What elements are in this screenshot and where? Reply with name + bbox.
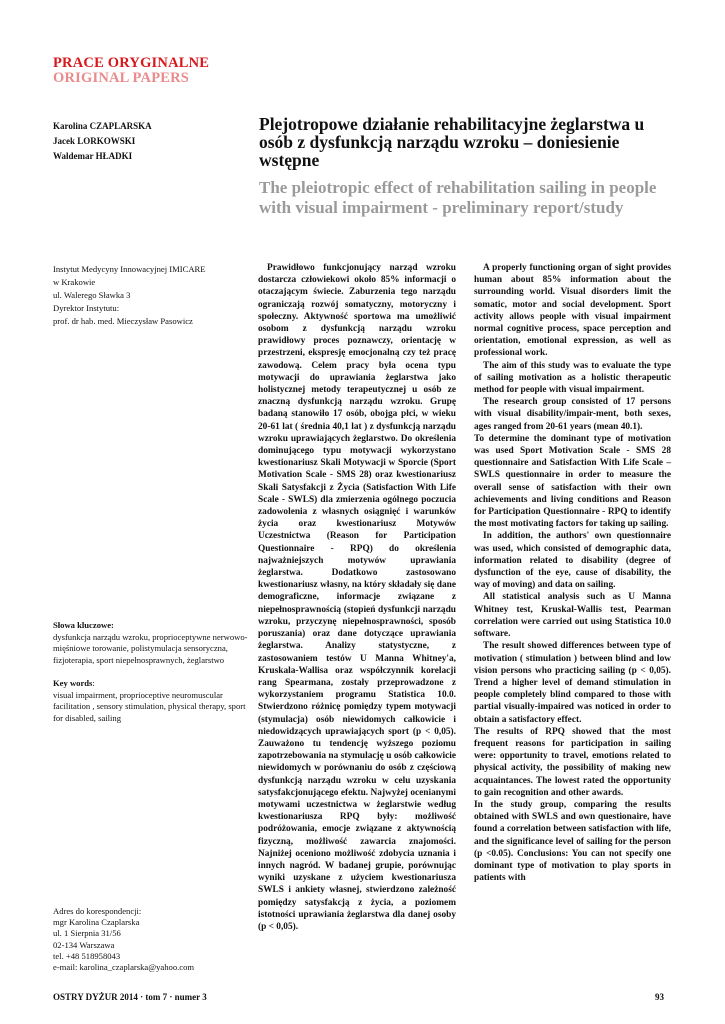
correspondence-address [53,906,248,973]
abstract-pl [258,262,456,933]
abstract-en [474,262,671,884]
keywords-en-colon: : [92,678,95,688]
abstract-en-paragraph: A properly functioning organ of sight provides human about 85% information about the surrounding world. Visual disorders limit the somatic, motor and social development. Sport activity allows people with visual impairment normal cognitive process, space perception and orientation, emotional expression, as well as professional work. [474,263,671,359]
abstract-en-paragraph: The results of RPQ showed that the most frequent reasons for participation in sailing were: opportunity to travel, emotions related to physical activity, the possibility of making new acquaintances. The lowest rated the opportunity to gain recognition and other awards. [474,726,671,798]
section-label-en: ORIGINAL PAPERS [53,70,190,86]
author-name: Jacek LORKOWSKI [53,136,136,146]
abstract-en-paragraph: All statistical analysis such as U Manna Whitney test, Kruskal-Wallis test, Pearman correlation were carried out using Statistica 10.0 software. [474,592,671,640]
abstract-en-paragraph: The research group consisted of 17 persons with visual disability/impair-ment, both sexes, ages ranged from 20-61 years (mean 40.1). [474,397,671,432]
keywords-pl-text: dysfunkcja narządu wzroku, proprioceptywne nerwowo-mięśniowe torowanie, polistymulacja sensoryczna, fizjoterapia, sport niepełnosprawnych, żeglarstwo [53,631,248,665]
affiliation-line: ul. Walerego Sławka 3 [53,290,131,300]
abstract-en-paragraph: The aim of this study was to evaluate the type of sailing motivation as a holistic therapeutic method for people with visual impairment. [474,360,671,396]
article-title-en: The pleiotropic effect of rehabilitation sailing in people with visual impairment - preliminary report/study [259,178,657,217]
keywords-en-text: visual impairment, proprioceptive neuromuscular facilitation , sensory stimulation, physical therapy, sport for disabled, sailing [53,689,246,723]
footer-journal: OSTRY DYŻUR 2014 · tom 7 · numer 3 [53,992,207,1002]
keywords-en [53,678,248,724]
affiliation [53,263,248,328]
contact-line: Adres do korespondencji: [53,906,142,916]
contact-line: ul. 1 Sierpnia 31/56 [53,928,121,939]
article-title-pl: Plejotropowe działanie rehabilitacyjne żeglarstwa u osób z dysfunkcją narządu wzroku – doniesienie wstępne [259,114,645,170]
keywords-pl-heading: Słowa kluczowe: [53,620,114,630]
author-name: Karolina CZAPLARSKA [53,121,152,131]
affiliation-line: w Krakowie [53,277,96,287]
page-number: 93 [655,992,664,1002]
abstract-en-paragraph: In addition, the authors' own questionnaire was used, which consisted of demographic data, information related to disability (degree of dysfunction of the eye, cause of disability, the way of moving) and data on sailing. [474,531,671,591]
abstract-pl-paragraph: Prawidłowo funkcjonujący narząd wzroku dostarcza człowiekowi około 85% informacji o otaczającym świecie. Zaburzenia tego narządu ograniczają rozwój somatyczny, motoryczny i społeczny. Aktywność sportowa ma umożliwić osobom z dysfunkcją narządu wzroku prawidłowy proces poznawczy, orientację w przestrzeni, ekspresję emocjonalną czy też pracę zawodową. Celem pracy była ocena typu motywacji do uprawiania żeglarstwa jako holistycznej metody terapeutycznej u osób ze znaczną dysfunkcją narządu wzroku. Grupę badaną stanowiło 17 osób, obojga płci, w wieku 20-61 lat ( średnia 40,1 lat ) z dysfunkcją narządu wzroku uprawiających żeglarstwo. Do określenia dominującego typu motywacji wykorzystano kwestionariusz Skali Motywacji w Sporcie (Sport Motivation Scale - SMS 28) oraz kwestionariusz Skali Satysfakcji z Życia (Satisfaction With Life Scale - SWLS) dla zmierzenia ogólnego poczucia zadowolenia z własnych osiągnięć i warunków życia oraz kwestionariusz Motywów Uczestnictwa (Reason for Participation Questionnaire - RPQ) do określenia najważniejszych motywów uprawiania żeglarstwa. Dodatkowo zastosowano kwestionariusz własny, na który składały się dane demograficzne, informacje związane z niepełnosprawnością (stopień dysfunkcji narządu wzroku, przyczynę niepełnosprawności, sposób poruszania) oraz dane dotyczące uprawiania żeglarstwa. Analizy statystyczne, z zastosowaniem testów U Manna Whitney'a, Kruskala-Wallisa oraz współczynnik korelacji rang Spearmana, zostały przeprowadzone z wykorzystaniem programu Statistica 10.0. Stwierdzono różnicę pomiędzy typem motywacji (stymulacja) osób niewidomych całkowicie i niedowidzących uprawiających sport (p < 0,05). Zauważono tu tendencję wyższego poziomu zapotrzebowania na stymulację u osób całkowicie niewidomych w porównaniu do osób z częściową dysfunkcją narządu wzroku w celu uzyskania satysfakcjonującego efektu. Najwyżej ocenianymi motywami uczestnictwa w żeglarstwie według kwestionariusza RPQ były: możliwość podróżowania, emocje związane z aktywnością fizyczną, możliwość zawarcia znajomości. Najniżej oceniono możliwość zdobycia uznania i innych nagród. W badanej grupie, porównując wyniki uzyskane z użyciem kwestionariusza SWLS i ankiety własnej, stwierdzono zależność pomiędzy satysfakcją z życia, a poziomem istotności uprawiania żeglarstwa dla danej osoby (p < 0,05). [258,263,456,932]
abstract-en-paragraph: The result showed differences between type of motivation ( stimulation ) between blind and low vision persons who practicing sailing (p < 0,05). Trend a higher level of demand stimulation in people completely blind compared to those with partial visually-impaired was noticed in order to obtain a satisfactory effect. [474,641,671,725]
author-list [53,119,152,164]
author-name: Waldemar HŁADKI [53,151,133,161]
affiliation-line: Instytut Medycyny Innowacyjnej IMICARE [53,264,206,274]
keywords-en-heading: Key words [53,678,93,688]
abstract-en-paragraph: To determine the dominant type of motivation was used Sport Motivation Scale - SMS 28 questionnaire and Satisfaction With Life Scale – SWLS questionnaire in order to measure the overall sense of satisfaction with their own achievements and living conditions and Reason for Participation Questionnaire - RPQ to identify the most motivating factors for taking up sailing. [474,433,671,530]
affiliation-line: prof. dr hab. med. Mieczysław Pasowicz [53,316,193,326]
abstract-en-paragraph: In the study group, comparing the results obtained with SWLS and own questionaire, have found a correlation between satisfaction with life, and the significance level of sailing for the person (p <0.05). Conclusions: You can not specify one dominant type of motivation to play sports in patients with [474,799,671,884]
contact-line: mgr Karolina Czaplarska [53,917,140,928]
keywords-pl [53,620,248,666]
keywords-section [53,620,248,736]
affiliation-line: Dyrektor Instytutu: [53,303,120,313]
section-label-pl: PRACE ORYGINALNE [53,55,210,71]
contact-line: 02-134 Warszawa [53,939,115,950]
contact-line: tel. +48 518958043 [53,950,121,961]
contact-email: e-mail: karolina_czaplarska@yahoo.com [53,962,195,973]
